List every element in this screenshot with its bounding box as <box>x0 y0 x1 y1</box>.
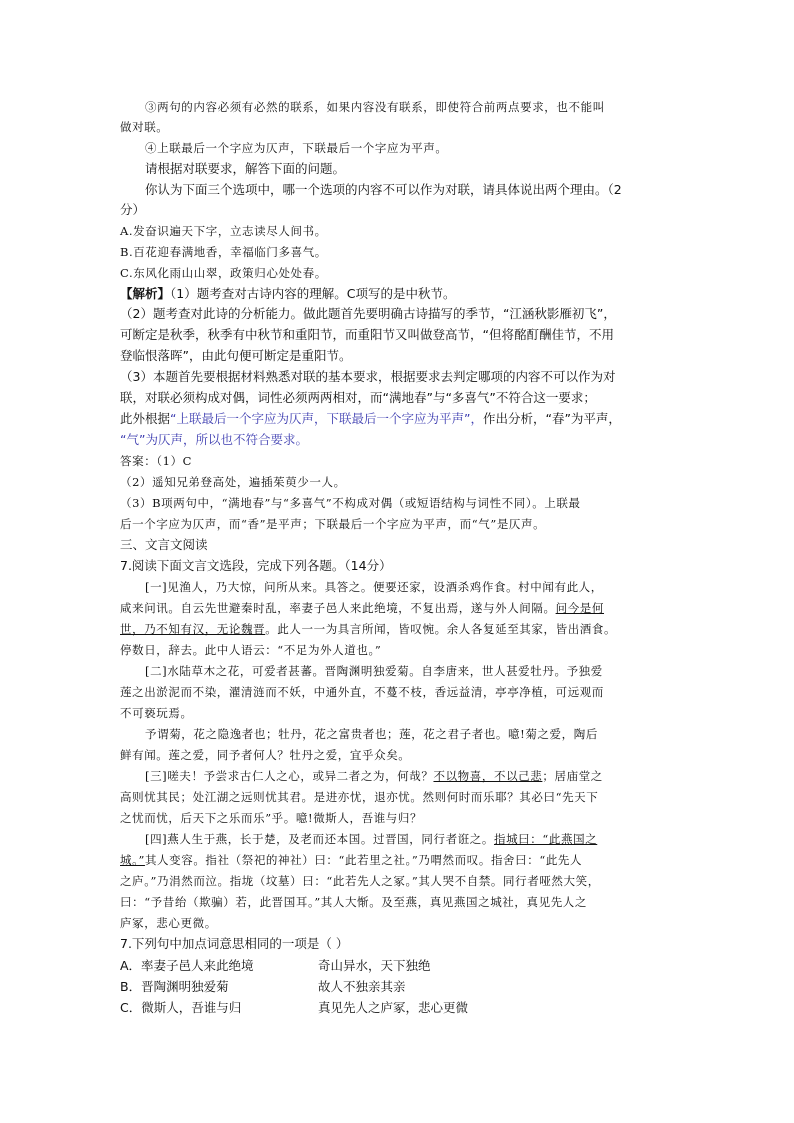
passage4-line3: 之庐。”乃涓然而泣。指垅（坟墓）曰：“此若先人之冢。”其人哭不自禁。同行者哑然大笑， <box>120 874 600 888</box>
answer-line2: （2）遥知兄弟登高处，遍插茱萸少一人。 <box>120 475 346 489</box>
analysis-line3: 可断定是秋季，秋季有中秋节和重阳节，而重阳节又叫做登高节，“但将酩酊酬佳节，不用 <box>120 327 614 342</box>
analysis-line1 <box>120 285 455 303</box>
analysis-tag: 【解析】 <box>120 286 171 301</box>
q7-1-option-c-right: 真见先人之庐冢，悲心更微 <box>318 1000 469 1015</box>
passage4-underline-b: 城。” <box>120 853 145 867</box>
question-stem-line2: 分） <box>120 202 146 217</box>
passage3-line1-a: [三]嗟夫！予尝求古仁人之心，或异二者之为，何哉？ <box>145 769 434 783</box>
q7-stem: 7.阅读下面文言文选段，完成下列各题。（14分） <box>120 558 392 573</box>
passage4-line1 <box>145 830 597 848</box>
analysis-line4: 登临恨落晖”，由此句便可断定是重阳节。 <box>120 348 352 363</box>
passage2-line4: 予谓菊，花之隐逸者也；牡丹，花之富贵者也；莲，花之君子者也。噫!菊之爱，陶后 <box>145 727 598 741</box>
question-instruction: 请根据对联要求，解答下面的问题。 <box>145 161 346 176</box>
passage4-underline-a: 指城曰：“此燕国之 <box>493 832 598 846</box>
analysis-line5: （3）本题首先要根据材料熟悉对联的基本要求，根据要求去判定哪项的内容不可以作为对 <box>120 369 616 384</box>
passage2-line3: 不可亵玩焉。 <box>120 706 193 720</box>
passage4-line1-a: [四]燕人生于燕，长于楚，及老而还本国。过晋国，同行者诳之。 <box>145 832 494 846</box>
passage1-line3 <box>120 620 616 638</box>
passage4-line4: 曰：“予昔绐（欺骗）若，此晋国耳。”其人大惭。及至燕，真见燕国之城社，真见先人之 <box>120 895 588 909</box>
passage4-line2 <box>120 851 582 869</box>
analysis-line6: 联，对联必须构成对偶，词性必须两两相对，而“满地春”与“多喜气”不符合这一要求； <box>120 390 596 405</box>
passage1-underline-a: 问今是何 <box>555 601 605 615</box>
passage3-line2: 高则忧其民；处江湖之远则忧其君。是进亦忧，退亦忧。然则何时而乐耶？其必曰“先天下 <box>120 790 599 804</box>
passage3-underline: 不以物喜，不以己悲 <box>433 769 543 783</box>
analysis-line8: “气”为仄声，所以也不符合要求。 <box>120 432 308 447</box>
passage4-line5: 庐冢，悲心更微。 <box>120 916 217 930</box>
q7-1-stem: 7.下列句中加点词意思相同的一项是（ ） <box>120 936 349 951</box>
answer-line1: 答案：（1）C <box>120 454 193 468</box>
analysis-line1-text: （1）题考查对古诗内容的理解。C项写的是中秋节。 <box>170 286 456 301</box>
passage3-line1 <box>145 767 603 785</box>
option-c: C.东风化雨山山翠，政策归心处处春。 <box>120 266 327 280</box>
analysis-line7 <box>120 410 621 428</box>
q7-1-option-a-right: 奇山异水，天下独绝 <box>318 958 431 973</box>
analysis-line7-c: 作出分析，“春”为平声， <box>482 411 621 426</box>
q7-1-option-b-left: B．晋陶渊明独爱菊 <box>120 979 229 994</box>
answer-line4: 后一个字应为仄声，而“香”是平声；下联最后一个字应为平声，而“气”是仄声。 <box>120 517 546 531</box>
section-heading: 三、文言文阅读 <box>120 537 208 552</box>
passage1-line3-text: 。此人一一为具言所闻，皆叹惋。余人各复延至其家，皆出酒食。 <box>265 622 617 636</box>
rule-3-line2: 做对联。 <box>120 120 169 134</box>
analysis-line7-a: 此外根据 <box>120 411 171 426</box>
option-a: A.发奋识遍天下字，立志读尽人间书。 <box>120 224 327 238</box>
rule-3-line1: ③两句的内容必须有必然的联系，如果内容没有联系，即使符合前两点要求，也不能叫 <box>145 100 605 114</box>
q7-1-option-c-left: C．微斯人，吾谁与归 <box>120 1000 242 1015</box>
passage4-line2-text: 其人变容。指社（祭祀的神社）曰：“此若里之社。”乃喟然而叹。指舍曰：“此先人 <box>144 853 583 867</box>
analysis-line7-quote: “上联最后一个字应为仄声，下联最后一个字应为平声”， <box>170 411 483 426</box>
passage1-line1: [一]见渔人，乃大惊，问所从来。具答之。便要还家，设酒杀鸡作食。村中闻有此人， <box>145 580 603 594</box>
passage2-line2: 莲之出淤泥而不染，濯清涟而不妖，中通外直，不蔓不枝，香远益清，亭亭净植，可远观而 <box>120 685 604 699</box>
passage2-line1: [二]水陆草木之花，可爱者甚蕃。晋陶渊明独爱菊。自李唐来，世人甚爱牡丹。予独爱 <box>145 664 603 678</box>
analysis-line2: （2）题考查对此诗的分析能力。做此题首先要明确古诗描写的季节，“江涵秋影雁初飞”， <box>120 306 616 321</box>
rule-4: ④上联最后一个字应为仄声，下联最后一个字应为平声。 <box>145 141 448 155</box>
passage3-line3: 之忧而忧，后天下之乐而乐”乎。噫!微斯人，吾谁与归？ <box>120 811 423 825</box>
passage3-line1-b: ；居庙堂之 <box>542 769 603 783</box>
q7-1-option-b-right: 故人不独亲其亲 <box>318 979 406 994</box>
passage2-line5: 鲜有闻。莲之爱，同予者何人？牡丹之爱，宜乎众矣。 <box>120 748 411 762</box>
answer-line3: （3）B项两句中，“满地春”与“多喜气”不构成对偶（或短语结构与词性不同）。上联最 <box>120 496 581 510</box>
passage1-line4: 停数日，辞去。此中人语云：“不足为外人道也。” <box>120 643 382 657</box>
passage1-line2-text: 咸来问讯。自云先世避秦时乱，率妻子邑人来此绝境，不复出焉，遂与外人间隔。 <box>120 601 556 615</box>
passage1-line2 <box>120 599 604 617</box>
question-stem-line1: 你认为下面三个选项中，哪一个选项的内容不可以作为对联，请具体说出两个理由。（2 <box>145 182 622 197</box>
q7-1-option-a-left: A．率妻子邑人来此绝境 <box>120 958 254 973</box>
option-b: B.百花迎春满地香，幸福临门多喜气。 <box>120 245 327 259</box>
passage1-underline-b: 世，乃不知有汉，无论魏晋 <box>120 622 266 636</box>
